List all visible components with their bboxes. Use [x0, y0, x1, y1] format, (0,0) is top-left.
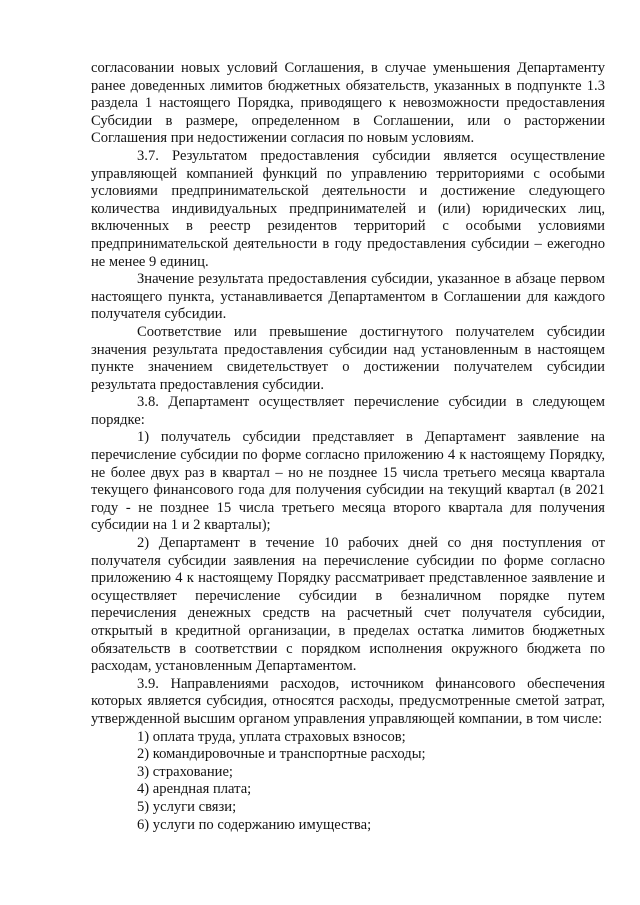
- paragraph-result-value: Значение результата предоставления субсидии, указанное в абзаце первом настоящего пункта, устанавливается Департаментом в Соглашении для каждого получателя субсидии.: [91, 271, 605, 323]
- list-item: 3) страхование;: [137, 763, 233, 780]
- document-body: [91, 60, 605, 834]
- list-item: 4) арендная плата;: [137, 781, 252, 798]
- list-item: 6) услуги по содержанию имущества;: [137, 816, 372, 833]
- paragraph-continuation: согласовании новых условий Соглашения, в случае уменьшения Департаменту ранее доведенных лимитов бюджетных обязательств, указанных в подпункте 1.3 раздела 1 настоящего Порядка, приводящего к невозможности предоставления Субсидии в размере, определенном в Соглашении, или о расторжении Соглашения при недостижении согласия по новым условиям.: [91, 60, 605, 147]
- list-item: 5) услуги связи;: [137, 798, 237, 815]
- paragraph-3-7: 3.7. Результатом предоставления субсидии является осуществление управляющей компанией функций по управлению территориями с особыми условиями предпринимательской деятельности и достижение следующего количества индивидуальных предпринимателей и (или) юридических лиц, включенных в реестр резидентов территорий с особыми условиями предпринимательской деятельности в году предоставления субсидии – ежегодно не менее 9 единиц.: [91, 147, 605, 270]
- paragraph-3-8: 3.8. Департамент осуществляет перечисление субсидии в следующем порядке:: [91, 394, 605, 428]
- paragraph-3-9: 3.9. Направлениями расходов, источником финансового обеспечения которых является субсидия, относятся расходы, предусмотренные сметой затрат, утвержденной высшим органом управления управляющей компании, в том числе:: [91, 675, 605, 727]
- list-item: 2) командировочные и транспортные расходы;: [137, 746, 426, 763]
- paragraph-result-compliance: Соответствие или превышение достигнутого получателем субсидии значения результата предоставления субсидии над установленным в настоящем пункте значением свидетельствует о достижении получателем субсидии результата предоставления субсидии.: [91, 323, 605, 393]
- paragraph-3-8-item-1: 1) получатель субсидии представляет в Департамент заявление на перечисление субсидии по форме согласно приложению 4 к настоящему Порядку, не более двух раз в квартал – но не позднее 15 числа третьего месяца квартала текущего финансового года для получения субсидии на текущий квартал (в 2021 году - не позднее 15 числа третьего месяца второго квартала для получения субсидии на 1 и 2 кварталы);: [91, 429, 605, 534]
- paragraph-3-8-item-2: 2) Департамент в течение 10 рабочих дней со дня поступления от получателя субсидии заявления на перечисление субсидии по форме согласно приложению 4 к настоящему Порядку рассматривает представленное заявление и осуществляет перечисление субсидии в безналичном порядке путем перечисления денежных средств на расчетный счет получателя субсидии, открытый в кредитной организации, в пределах остатка лимитов бюджетных обязательств в соответствии с порядком исполнения окружного бюджета по расходам, установленным Департаментом.: [91, 535, 605, 675]
- list-item: 1) оплата труда, уплата страховых взносов;: [137, 728, 406, 745]
